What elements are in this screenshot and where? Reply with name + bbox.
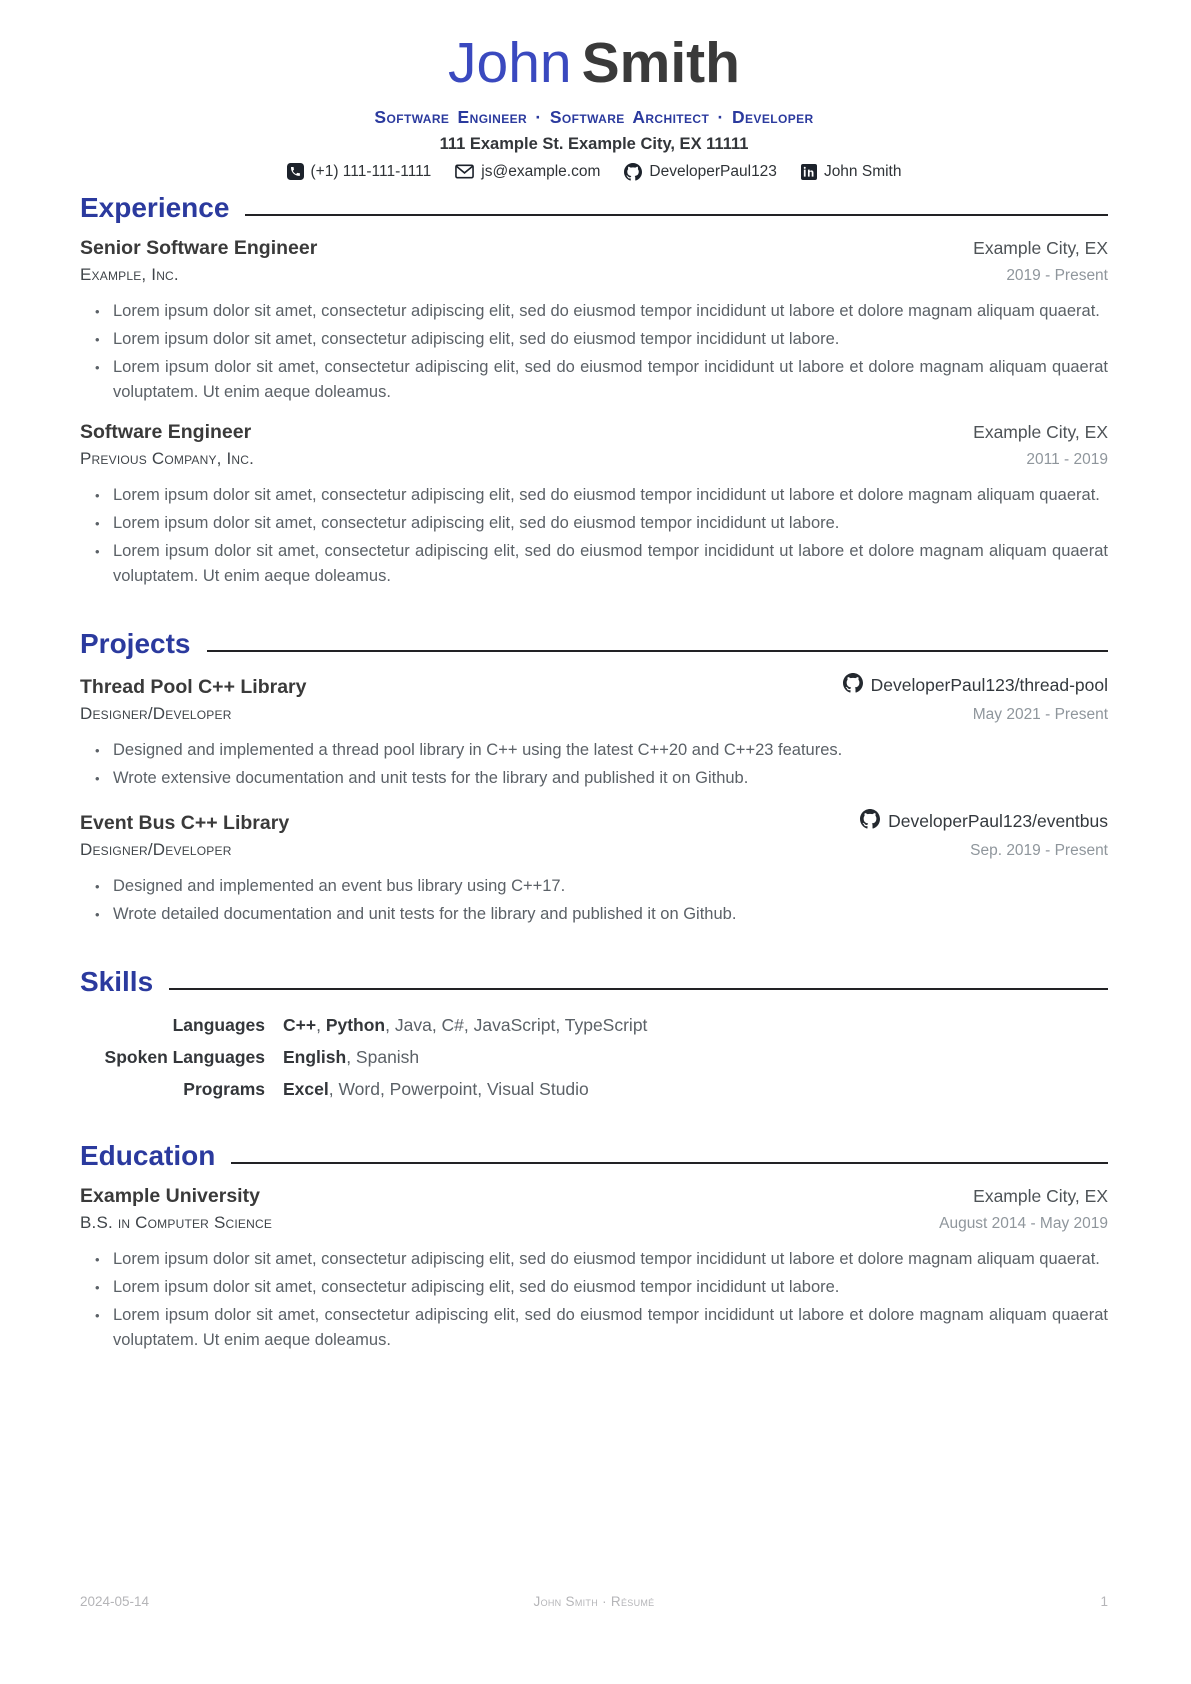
github-icon	[843, 673, 863, 698]
skill-values	[283, 1077, 1108, 1101]
github-icon	[860, 809, 880, 834]
bullet-list	[80, 1247, 1108, 1353]
github-repo-link[interactable]	[843, 673, 1108, 698]
phone-icon	[287, 163, 304, 180]
email-contact[interactable]	[455, 163, 600, 181]
job-dates: 2019 - Present	[1006, 266, 1108, 284]
bullet-item: • Lorem ipsum dolor sit amet, consectetur adipiscing elit, sed do eiusmod tempor incididunt ut labore et dolore magnam aliquam quaerat.	[113, 1247, 1108, 1272]
section-rule	[169, 988, 1108, 990]
skill-items: , Spanish	[346, 1046, 420, 1067]
repo-name: DeveloperPaul123/thread-pool	[870, 674, 1108, 695]
project-dates: Sep. 2019 - Present	[970, 841, 1108, 859]
bullet-item: • Lorem ipsum dolor sit amet, consectetur adipiscing elit, sed do eiusmod tempor incididunt ut labore.	[113, 511, 1108, 536]
page-number: 1	[1100, 1594, 1108, 1609]
skill-category-label: Programs	[183, 1078, 265, 1099]
bullet-list	[80, 299, 1108, 405]
github-handle: DeveloperPaul123	[649, 162, 777, 180]
bullet-item: • Wrote extensive documentation and unit tests for the library and published it on Github.	[113, 766, 1108, 791]
bullet-list	[80, 874, 1108, 927]
bullet-list	[80, 483, 1108, 589]
page-footer	[80, 1594, 1108, 1612]
section-rule	[245, 214, 1108, 216]
experience-entry	[80, 421, 1108, 589]
experience-entry	[80, 237, 1108, 405]
footer-date: 2024-05-14	[80, 1594, 150, 1609]
education-dates: August 2014 - May 2019	[939, 1214, 1108, 1232]
bullet-item: • Designed and implemented a thread pool library in C++ using the latest C++20 and C++23 features.	[113, 738, 1108, 763]
tagline: Software Engineer · Software Architect · Developer	[374, 106, 814, 127]
skill-values	[283, 1045, 1108, 1069]
skill-category-label: Spoken Languages	[104, 1046, 265, 1067]
experience-section	[80, 193, 1108, 589]
email-icon	[455, 164, 474, 179]
bullet-item: • Lorem ipsum dolor sit amet, consectetur adipiscing elit, sed do eiusmod tempor incididunt ut labore et dolore magnam aliquam quaerat voluptatem. Ut enim aeque doleamus.	[113, 1303, 1108, 1353]
job-title: Software Engineer	[80, 420, 252, 443]
bullet-item: • Lorem ipsum dolor sit amet, consectetur adipiscing elit, sed do eiusmod tempor incididunt ut labore.	[113, 327, 1108, 352]
bullet-list	[80, 738, 1108, 791]
bullet-item: • Lorem ipsum dolor sit amet, consectetur adipiscing elit, sed do eiusmod tempor incididunt ut labore et dolore magnam aliquam quaerat voluptatem. Ut enim aeque doleamus.	[113, 355, 1108, 405]
company-name: Example, Inc.	[80, 264, 179, 284]
linkedin-contact[interactable]	[801, 163, 902, 181]
phone-contact	[287, 163, 432, 181]
phone-number: (+1) 111-111-1111	[310, 162, 432, 180]
github-contact[interactable]	[624, 163, 777, 181]
section-header-experience	[80, 193, 1108, 223]
full-name	[80, 31, 1108, 95]
skills-section	[80, 967, 1108, 1101]
skills-table	[80, 1013, 1108, 1101]
footer-title: John Smith · Résumé	[533, 1594, 655, 1609]
project-entry	[80, 809, 1108, 927]
first-name: John	[448, 31, 572, 95]
project-name: Thread Pool C++ Library	[80, 675, 307, 698]
job-dates: 2011 - 2019	[1026, 450, 1108, 468]
skill-category-label: Languages	[172, 1014, 265, 1035]
bullet-item: • Lorem ipsum dolor sit amet, consectetur adipiscing elit, sed do eiusmod tempor incididunt ut labore et dolore magnam aliquam quaerat.	[113, 299, 1108, 324]
bullet-item: • Lorem ipsum dolor sit amet, consectetur adipiscing elit, sed do eiusmod tempor incididunt ut labore et dolore magnam aliquam quaerat voluptatem. Ut enim aeque doleamus.	[113, 539, 1108, 589]
job-location: Example City, EX	[973, 237, 1108, 258]
project-entry	[80, 673, 1108, 791]
skill-item: C++	[283, 1014, 317, 1035]
projects-section-title: Projects	[80, 627, 191, 659]
section-rule	[207, 650, 1109, 652]
linkedin-icon	[801, 164, 817, 180]
skill-item: English	[283, 1046, 347, 1067]
degree: B.S. in Computer Science	[80, 1212, 273, 1232]
bullet-item: • Wrote detailed documentation and unit tests for the library and published it on Github.	[113, 902, 1108, 927]
bullet-item: • Designed and implemented an event bus library using C++17.	[113, 874, 1108, 899]
projects-section	[80, 629, 1108, 927]
job-location: Example City, EX	[973, 421, 1108, 442]
section-header-projects	[80, 629, 1108, 659]
section-rule	[231, 1162, 1108, 1164]
project-role: Designer/Developer	[80, 703, 232, 723]
job-title: Senior Software Engineer	[80, 236, 318, 259]
resume-header	[80, 31, 1108, 181]
project-dates: May 2021 - Present	[972, 705, 1108, 723]
section-header-skills	[80, 967, 1108, 997]
skill-items: , Word, Powerpoint, Visual Studio	[328, 1078, 589, 1099]
skills-section-title: Skills	[80, 965, 154, 997]
education-section-title: Education	[80, 1139, 216, 1171]
project-role: Designer/Developer	[80, 839, 232, 859]
education-entry	[80, 1185, 1108, 1353]
experience-section-title: Experience	[80, 191, 230, 223]
linkedin-name: John Smith	[823, 162, 902, 180]
repo-name: DeveloperPaul123/eventbus	[888, 810, 1108, 831]
skill-item: Python	[325, 1014, 386, 1035]
school-name: Example University	[80, 1184, 260, 1207]
project-name: Event Bus C++ Library	[80, 811, 290, 834]
github-repo-link[interactable]	[860, 809, 1108, 834]
address: 111 Example St. Example City, EX 11111	[439, 134, 749, 153]
section-header-education	[80, 1141, 1108, 1171]
skill-values	[283, 1013, 1108, 1037]
company-name: Previous Company, Inc.	[80, 448, 255, 468]
bullet-item: • Lorem ipsum dolor sit amet, consectetur adipiscing elit, sed do eiusmod tempor incididunt ut labore.	[113, 1275, 1108, 1300]
email-address: js@example.com	[481, 162, 601, 180]
contact-row	[80, 163, 1108, 181]
school-location: Example City, EX	[973, 1185, 1108, 1206]
education-section	[80, 1141, 1108, 1353]
skill-separator: ,	[316, 1014, 326, 1035]
last-name: Smith	[581, 31, 740, 95]
skill-item: Excel	[283, 1078, 329, 1099]
github-icon	[624, 163, 642, 181]
bullet-item: • Lorem ipsum dolor sit amet, consectetur adipiscing elit, sed do eiusmod tempor incididunt ut labore et dolore magnam aliquam quaerat.	[113, 483, 1108, 508]
skill-items: , Java, C#, JavaScript, TypeScript	[385, 1014, 648, 1035]
